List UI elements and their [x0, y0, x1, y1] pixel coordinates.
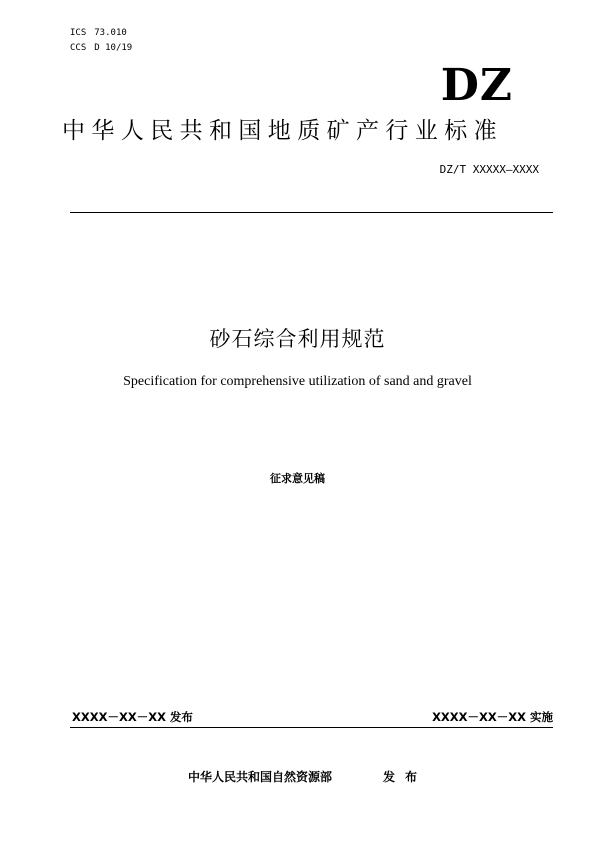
document-title-english: Specification for comprehensive utilization of sand and gravel	[123, 374, 472, 389]
standard-number: DZ/T XXXXX—XXXX	[439, 163, 539, 176]
ccs-label: CCS	[70, 43, 87, 53]
issuing-authority: 中华人民共和国自然资源部	[188, 770, 333, 784]
header-divider	[70, 212, 553, 213]
ccs-code: D 10/19	[94, 43, 133, 53]
ics-classification	[70, 28, 127, 39]
ics-code: 73.010	[94, 28, 127, 38]
document-title-chinese: 砂石综合利用规范	[209, 327, 386, 351]
footer-divider	[70, 727, 553, 728]
implementation-date: XXXX－XX－XX 实施	[432, 710, 553, 724]
draft-status: 征求意见稿	[270, 472, 325, 485]
ics-label: ICS	[70, 28, 87, 38]
ccs-classification	[70, 43, 132, 54]
issue-date: XXXX－XX－XX 发布	[72, 710, 193, 724]
issue-action: 发布	[383, 770, 428, 784]
dz-logo: DZ	[440, 60, 513, 111]
industry-standard-title: 中华人民共和国地质矿产行业标准	[62, 118, 503, 144]
